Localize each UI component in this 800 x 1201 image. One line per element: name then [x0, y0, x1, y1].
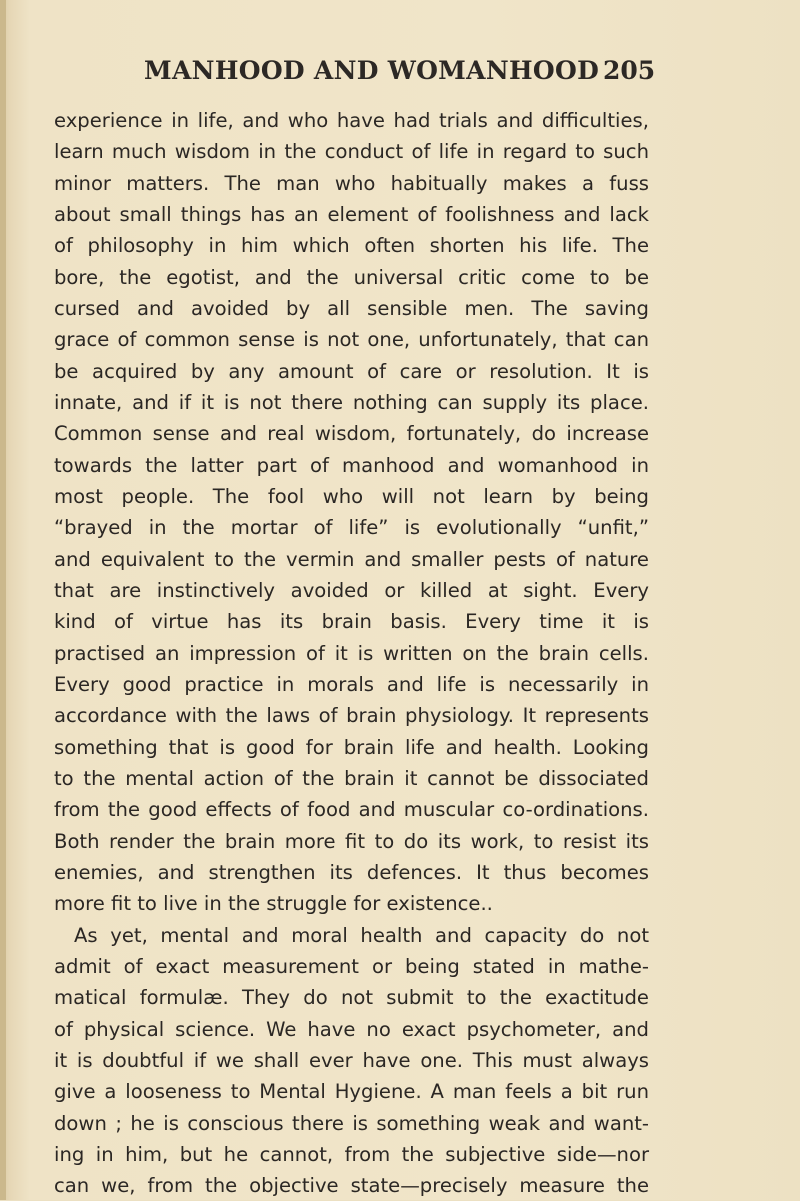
text-line: matical formulæ. They do not submit to the exactitude	[54, 986, 649, 1010]
text-line: minor matters. The man who habitually makes a fuss	[54, 171, 649, 195]
text-line: grace of common sense is not one, unfortunately, that can	[54, 328, 649, 352]
page-number: 205	[603, 56, 656, 85]
text-line: something that is good for brain life and health. Looking	[54, 735, 649, 759]
text-line: practised an impression of it is written on the brain cells.	[54, 641, 649, 665]
text-line: be acquired by any amount of care or resolution. It is	[54, 359, 649, 383]
text-line: innate, and if it is not there nothing can supply its place.	[54, 390, 649, 414]
text-line: from the good effects of food and muscular co-ordinations.	[54, 798, 649, 822]
text-line: most people. The fool who will not learn by being	[54, 484, 649, 508]
text-line: accordance with the laws of brain physiology. It represents	[54, 704, 649, 728]
text-line: kind of virtue has its brain basis. Every time it is	[54, 610, 649, 634]
text-line: “brayed in the mortar of life” is evolutionally “unfit,”	[54, 516, 649, 540]
text-line: Every good practice in morals and life is necessarily in	[54, 672, 649, 696]
text-line: ing in him, but he cannot, from the subjective side—nor	[54, 1142, 649, 1166]
paragraph-last-line: more fit to live in the struggle for existence..	[54, 892, 493, 916]
text-line: enemies, and strengthen its defences. It thus becomes	[54, 860, 649, 884]
text-line: of physical science. We have no exact psychometer, and	[54, 1017, 649, 1041]
text-line: Both render the brain more fit to do its work, to resist its	[54, 829, 649, 853]
text-line: Common sense and real wisdom, fortunately, do increase	[54, 422, 649, 446]
text-line: and equivalent to the vermin and smaller pests of nature	[54, 547, 649, 571]
text-line: give a looseness to Mental Hygiene. A man feels a bit run	[54, 1080, 649, 1104]
text-line: experience in life, and who have had trials and difficulties,	[54, 109, 649, 132]
text-line: of philosophy in him which often shorten his life. The	[54, 234, 649, 258]
text-line: bore, the egotist, and the universal critic come to be	[54, 265, 649, 289]
page-binding-edge	[0, 0, 6, 1200]
text-line: cursed and avoided by all sensible men. The saving	[54, 296, 649, 320]
text-line: that are instinctively avoided or killed at sight. Every	[54, 578, 649, 602]
paragraph-first-line: As yet, mental and moral health and capacity do not	[74, 923, 649, 947]
text-line: down ; he is conscious there is something weak and want-	[54, 1111, 649, 1135]
text-line: learn much wisdom in the conduct of life in regard to such	[54, 140, 649, 164]
running-head	[0, 56, 800, 92]
running-head-title: MANHOOD AND WOMANHOOD	[144, 56, 600, 85]
text-line: it is doubtful if we shall ever have one. This must always	[54, 1048, 649, 1072]
text-line: about small things has an element of foolishness and lack	[54, 202, 649, 226]
body-text	[54, 105, 649, 1201]
text-line: towards the latter part of manhood and womanhood in	[54, 453, 649, 477]
text-line: can we, from the objective state—precisely measure the	[54, 1174, 649, 1198]
text-line: to the mental action of the brain it cannot be dissociated	[54, 766, 649, 790]
text-line: admit of exact measurement or being stated in mathe-	[54, 954, 649, 978]
